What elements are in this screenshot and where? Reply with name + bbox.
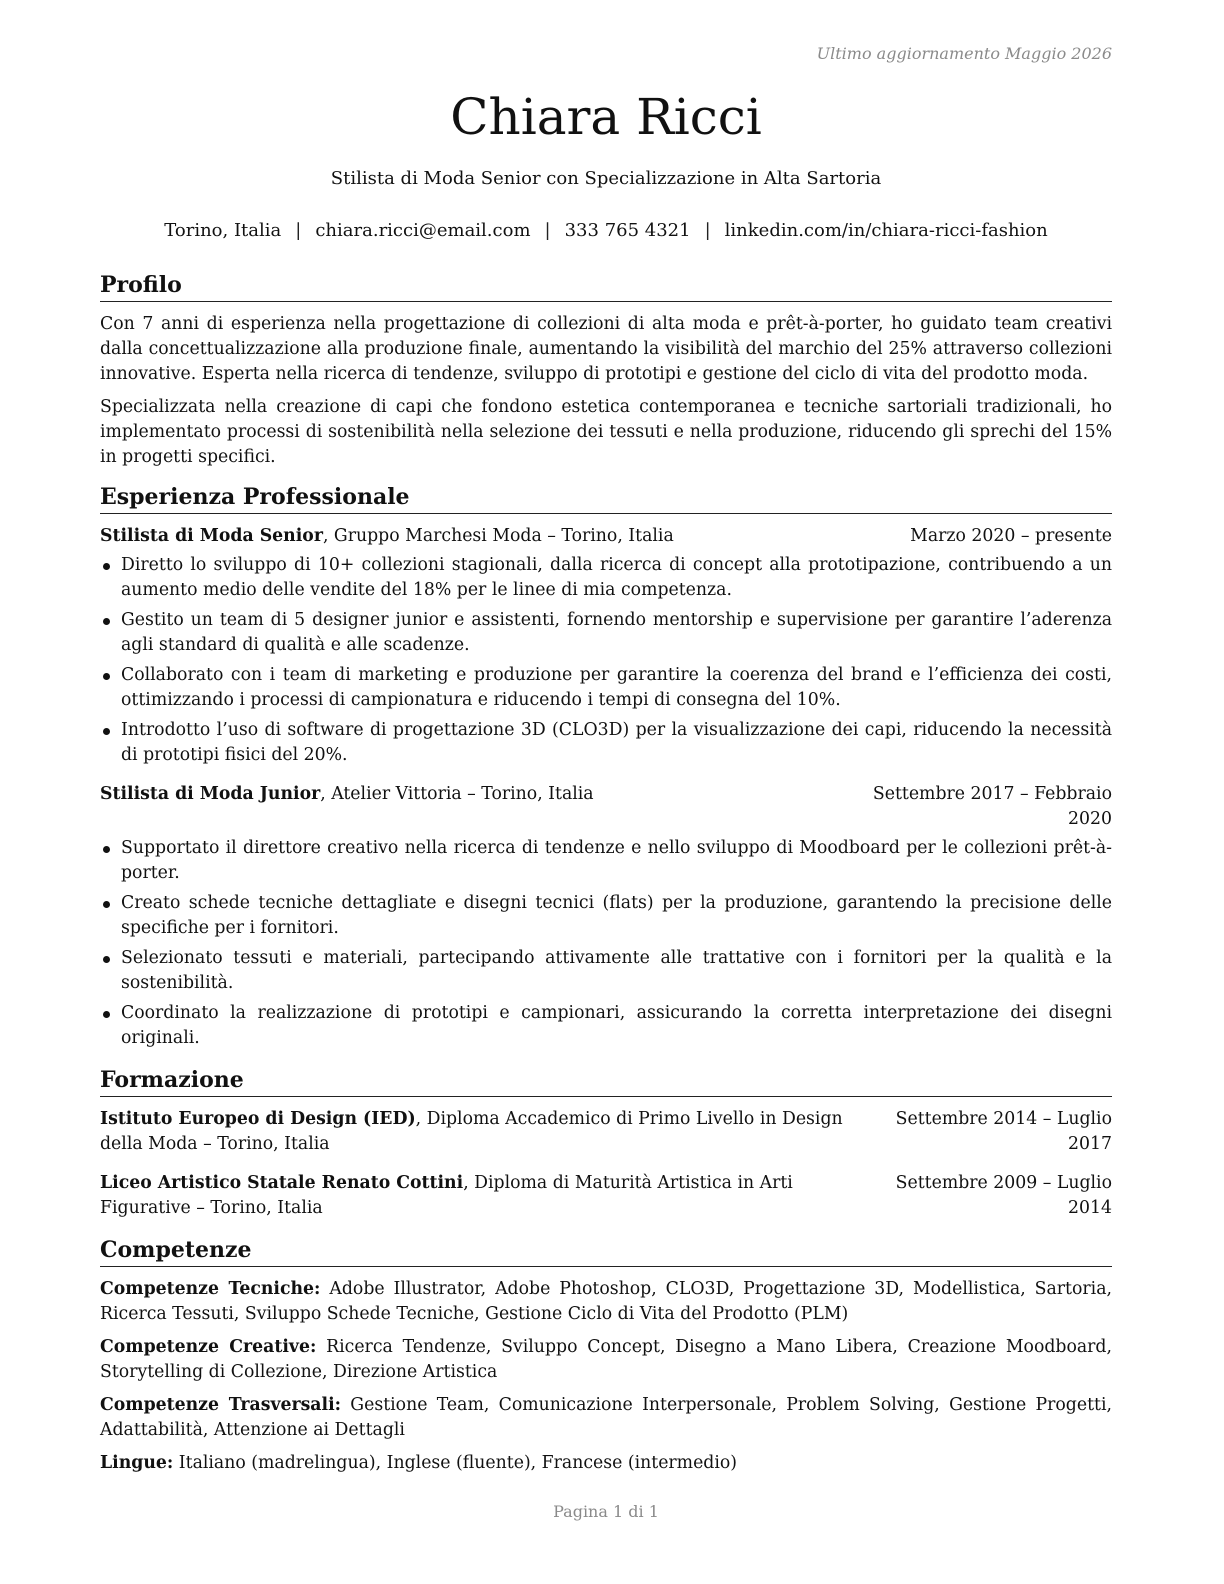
skill-value: Italiano (madrelingua), Inglese (fluente), Francese (intermedio) bbox=[173, 1453, 738, 1473]
job-bullet: Collaborato con i team di marketing e produzione per garantire la coerenza del brand e l’efficienza dei costi, ottimizzando i processi di campionatura e riducendo i tempi di consegna del 10%. bbox=[100, 663, 1112, 713]
job-company: , Gruppo Marchesi Moda – Torino, Italia bbox=[322, 526, 674, 546]
section-heading: Formazione bbox=[100, 1065, 1112, 1097]
contact-linkedin[interactable]: linkedin.com/in/chiara-ricci-fashion bbox=[724, 220, 1048, 241]
skill-row bbox=[100, 1277, 1112, 1327]
skill-label: Competenze Creative: bbox=[100, 1337, 317, 1357]
education-school: Istituto Europeo di Design (IED) bbox=[100, 1109, 416, 1129]
contact-separator: | bbox=[544, 220, 551, 241]
job-bullets bbox=[100, 553, 1112, 768]
education-entry bbox=[100, 1107, 1112, 1157]
job-bullet: Selezionato tessuti e materiali, partecipando attivamente alle trattative con i fornitori per la qualità e la sostenibilità. bbox=[100, 946, 1112, 996]
skill-row bbox=[100, 1335, 1112, 1385]
job-dates: Marzo 2020 – presente bbox=[910, 526, 1112, 546]
job-header bbox=[100, 524, 1112, 549]
last-updated-note: Ultimo aggiornamento Maggio 2026 bbox=[816, 44, 1112, 63]
contact-location: Torino, Italia bbox=[164, 220, 282, 241]
candidate-name: Chiara Ricci bbox=[450, 88, 762, 146]
skill-label: Lingue: bbox=[100, 1453, 174, 1473]
education-detail: , Diploma di Maturità Artistica in Arti Figurative – Torino, Italia bbox=[100, 1173, 793, 1218]
experience-section bbox=[100, 482, 1112, 1051]
contact-separator: | bbox=[704, 220, 711, 241]
skill-label: Competenze Trasversali: bbox=[100, 1395, 342, 1415]
education-dates: Settembre 2009 – Luglio 2014 bbox=[895, 1173, 1112, 1218]
contact-line bbox=[100, 218, 1112, 244]
job-bullet: Diretto lo sviluppo di 10+ collezioni stagionali, dalla ricerca di concept alla prototipazione, contribuendo a un aumento medio delle vendite del 18% per le linee di mia competenza. bbox=[100, 553, 1112, 603]
profile-paragraph: Con 7 anni di esperienza nella progettazione di collezioni di alta moda e prêt-à-porter, ho guidato team creativi dalla concettualizzazione alla produzione finale, aumentando la visibilità del marchio del 25% attraverso collezioni innovative. Esperta nella ricerca di tendenze, sviluppo di prototipi e gestione del ciclo di vita del prodotto moda. bbox=[100, 314, 1112, 384]
job-title-line bbox=[100, 782, 594, 832]
skill-value: Ricerca Tendenze, Sviluppo Concept, Disegno a Mano Libera, Creazione Moodboard, Storytelling di Collezione, Direzione Artistica bbox=[100, 1337, 1112, 1382]
education-entry bbox=[100, 1171, 1112, 1221]
skills-section bbox=[100, 1235, 1112, 1476]
job-bullet: Coordinato la realizzazione di prototipi e campionari, assicurando la corretta interpretazione dei disegni originali. bbox=[100, 1001, 1112, 1051]
job-role: Stilista di Moda Senior bbox=[100, 526, 323, 546]
section-heading: Profilo bbox=[100, 270, 1112, 302]
education-title-line bbox=[100, 1107, 864, 1157]
page-number: Pagina 1 di 1 bbox=[553, 1502, 659, 1521]
skill-row bbox=[100, 1393, 1112, 1443]
resume-content bbox=[100, 270, 1112, 1488]
skill-value: Gestione Team, Comunicazione Interpersonale, Problem Solving, Gestione Progetti, Adattabilità, Attenzione ai Dettagli bbox=[100, 1395, 1112, 1440]
education-title-line bbox=[100, 1171, 864, 1221]
profile-paragraph: Specializzata nella creazione di capi che fondono estetica contemporanea e tecniche sartoriali tradizionali, ho implementato processi di sostenibilità nella selezione dei tessuti e nella produzione, riducendo gli sprechi del 15% in progetti specifici. bbox=[100, 397, 1112, 467]
contact-email[interactable]: chiara.ricci@email.com bbox=[315, 220, 531, 241]
job-role: Stilista di Moda Junior bbox=[100, 784, 321, 804]
job-company: , Atelier Vittoria – Torino, Italia bbox=[320, 784, 594, 804]
skill-row bbox=[100, 1451, 1112, 1476]
education-dates: Settembre 2014 – Luglio 2017 bbox=[895, 1109, 1112, 1154]
job-bullet: Gestito un team di 5 designer junior e assistenti, fornendo mentorship e supervisione per garantire l’aderenza agli standard di qualità e alle scadenze. bbox=[100, 608, 1112, 658]
job-bullets bbox=[100, 836, 1112, 1051]
section-heading: Competenze bbox=[100, 1235, 1112, 1267]
contact-phone: 333 765 4321 bbox=[564, 220, 691, 241]
profile-section bbox=[100, 270, 1112, 470]
candidate-title: Stilista di Moda Senior con Specializzazione in Alta Sartoria bbox=[330, 168, 882, 189]
job-bullet: Supportato il direttore creativo nella ricerca di tendenze e nello sviluppo di Moodboard per le collezioni prêt-à-porter. bbox=[100, 836, 1112, 886]
education-header bbox=[100, 1107, 1112, 1157]
section-heading: Esperienza Professionale bbox=[100, 482, 1112, 514]
job-title-line bbox=[100, 524, 674, 549]
contact-separator: | bbox=[295, 220, 302, 241]
skill-value: Adobe Illustrator, Adobe Photoshop, CLO3D, Progettazione 3D, Modellistica, Sartoria, Ricerca Tessuti, Sviluppo Schede Tecniche, Gestione Ciclo di Vita del Prodotto (PLM) bbox=[100, 1279, 1112, 1324]
skill-label: Competenze Tecniche: bbox=[100, 1279, 321, 1299]
education-school: Liceo Artistico Statale Renato Cottini bbox=[100, 1173, 464, 1193]
job-bullet: Introdotto l’uso di software di progettazione 3D (CLO3D) per la visualizzazione dei capi, riducendo la necessità di prototipi fisici del 20%. bbox=[100, 718, 1112, 768]
job-bullet: Creato schede tecniche dettagliate e disegni tecnici (flats) per la produzione, garantendo la precisione delle specifiche per i fornitori. bbox=[100, 891, 1112, 941]
job-entry bbox=[100, 524, 1112, 768]
job-entry bbox=[100, 782, 1112, 1051]
education-header bbox=[100, 1171, 1112, 1221]
education-detail: , Diploma Accademico di Primo Livello in Design della Moda – Torino, Italia bbox=[100, 1109, 843, 1154]
job-header bbox=[100, 782, 1112, 832]
education-section bbox=[100, 1065, 1112, 1221]
job-dates: Settembre 2017 – Febbraio 2020 bbox=[872, 784, 1112, 829]
